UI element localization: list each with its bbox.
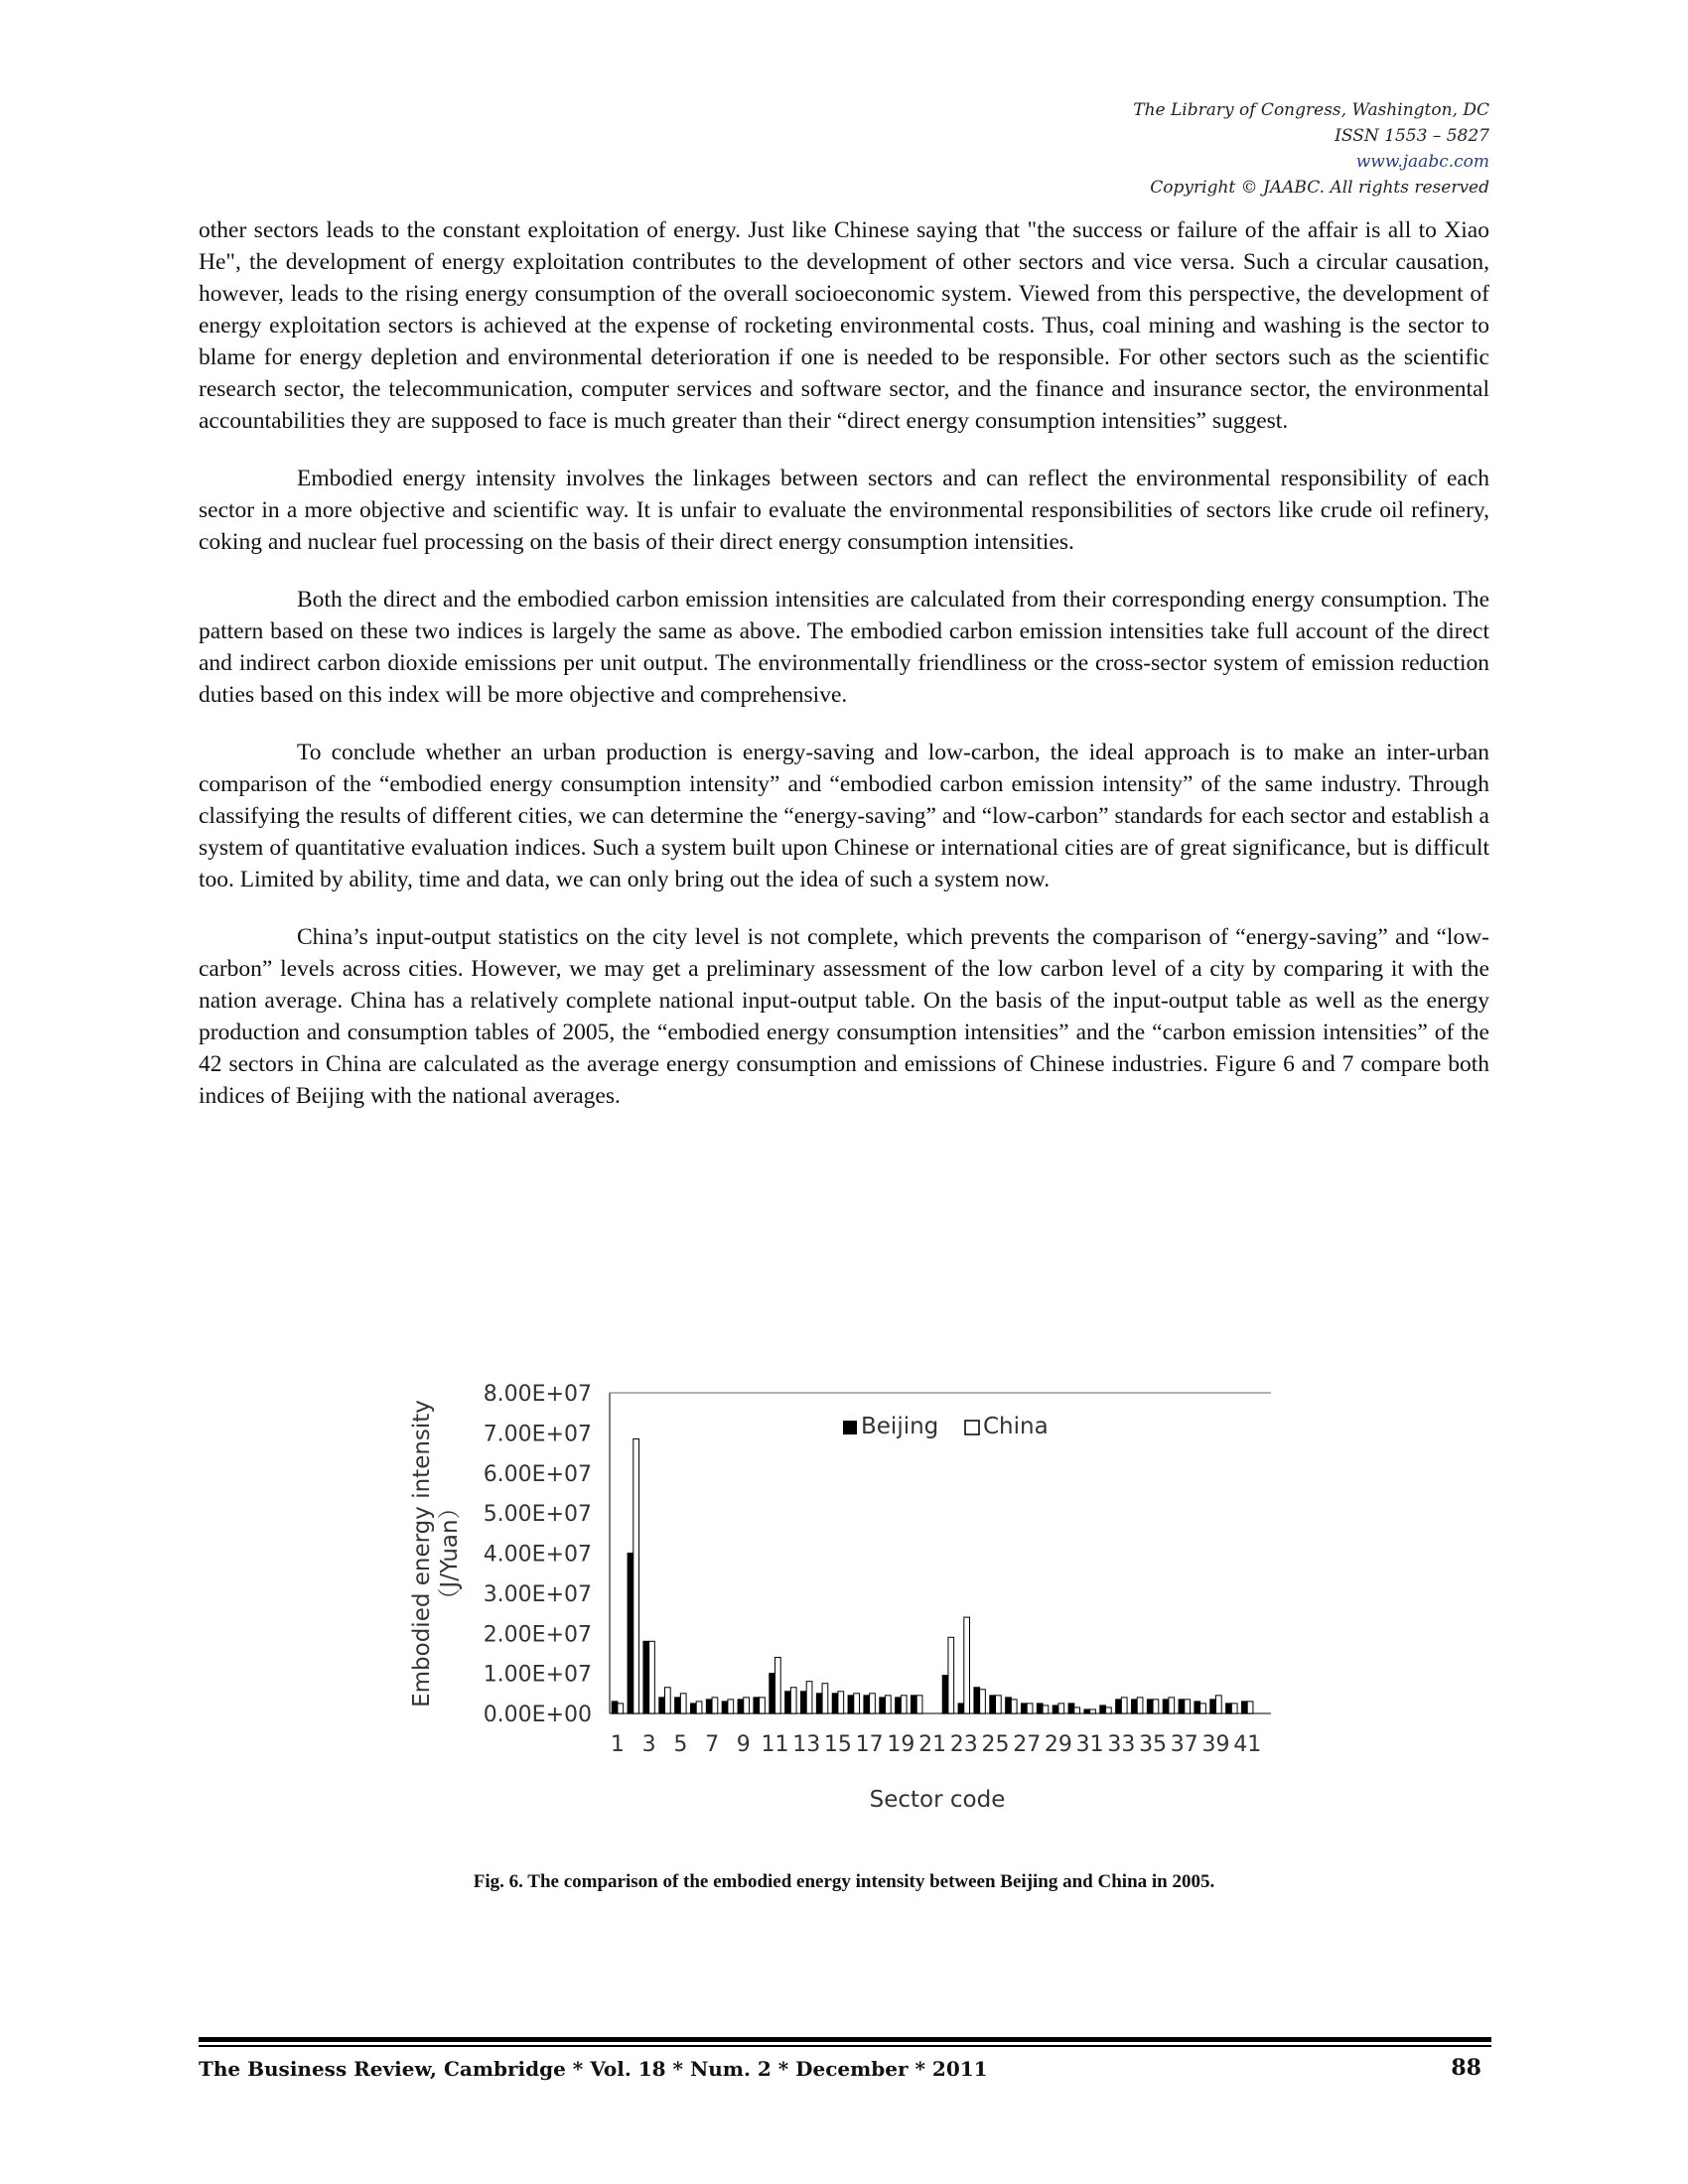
bar-beijing-19 (896, 1698, 902, 1713)
header-issn: ISSN 1553 – 5827 (1335, 126, 1489, 146)
bar-beijing-1 (612, 1702, 618, 1713)
legend-swatch-china (965, 1421, 979, 1434)
bar-beijing-2 (628, 1554, 633, 1714)
header-library: The Library of Congress, Washington, DC (1133, 100, 1489, 120)
bar-china-1 (618, 1704, 624, 1713)
bar-china-3 (649, 1641, 655, 1713)
bar-beijing-22 (942, 1676, 948, 1713)
bar-china-30 (1074, 1707, 1080, 1713)
x-tick-label: 1 (610, 1732, 625, 1757)
bar-china-26 (1011, 1700, 1017, 1713)
x-tick-label: 11 (761, 1732, 789, 1757)
bar-china-20 (916, 1696, 922, 1713)
x-tick-labels (611, 1732, 1261, 1757)
x-tick-label: 19 (887, 1732, 915, 1757)
y-tick-label: 0.00E+00 (483, 1703, 592, 1727)
x-tick-label: 9 (736, 1732, 751, 1757)
paragraph-4: To conclude whether an urban production is energy-saving and low-carbon, the ideal approach is to make an inter-urban comparison of the “embodied energy consumption intensity” and “embodied carbon emission intensity” of the same industry. Through classifying the results of different cities, we can determine the “energy-saving” and “low-carbon” standards for each sector and establish a system of quantitative evaluation indices. Such a system built upon Chinese or international cities are of great significance, but is difficult too. Limited by ability, time and data, we can only bring out the idea of such a system now. (199, 740, 1489, 892)
bar-china-38 (1200, 1704, 1206, 1713)
bar-beijing-34 (1132, 1700, 1138, 1713)
bar-china-18 (886, 1696, 892, 1713)
x-tick-label: 15 (823, 1732, 852, 1757)
bar-beijing-23 (958, 1704, 964, 1713)
bar-china-14 (822, 1684, 828, 1713)
bar-china-7 (712, 1698, 718, 1713)
bar-china-17 (870, 1694, 876, 1713)
bar-china-4 (665, 1688, 671, 1713)
bar-beijing-28 (1037, 1704, 1043, 1713)
bar-beijing-35 (1147, 1700, 1153, 1713)
x-tick-label: 3 (641, 1732, 656, 1757)
bar-china-27 (1027, 1704, 1033, 1713)
footer-page-number: 88 (1451, 2055, 1481, 2081)
bar-beijing-14 (816, 1694, 822, 1713)
footer-journal: The Business Review, Cambridge * Vol. 18 * Num. 2 * December * 2011 (199, 2057, 988, 2081)
bar-beijing-39 (1210, 1700, 1216, 1713)
bar-beijing-24 (974, 1688, 980, 1713)
bar-china-23 (964, 1617, 970, 1713)
x-tick-label: 35 (1139, 1732, 1168, 1757)
bar-china-36 (1169, 1698, 1175, 1713)
paragraph-2: Embodied energy intensity involves the linkages between sectors and can reflect the environmental responsibility of each sector in a more objective and scientific way. It is unfair to evaluate the environmental responsibilities of sectors like crude oil refinery, coking and nuclear fuel processing on the basis of their direct energy consumption intensities. (199, 466, 1489, 555)
x-tick-label: 27 (1013, 1732, 1042, 1757)
x-tick-label: 25 (981, 1732, 1010, 1757)
bar-beijing-11 (770, 1674, 775, 1713)
y-tick-label: 3.00E+07 (483, 1581, 592, 1607)
y-tick-label: 2.00E+07 (483, 1622, 592, 1648)
y-tick-label: 1.00E+07 (483, 1662, 592, 1688)
bar-beijing-8 (722, 1702, 728, 1713)
figure-caption: Fig. 6. The comparison of the embodied energy intensity between Beijing and China in 2005. (473, 1871, 1215, 1892)
bar-china-24 (980, 1690, 986, 1713)
bar-china-15 (838, 1692, 844, 1713)
y-tick-label: 5.00E+07 (483, 1502, 592, 1528)
bar-china-41 (1247, 1702, 1253, 1713)
bar-china-13 (806, 1682, 812, 1713)
bar-beijing-25 (990, 1696, 996, 1713)
bar-china-34 (1137, 1698, 1143, 1713)
page-header (1133, 97, 1489, 201)
y-tick-label: 7.00E+07 (483, 1422, 592, 1447)
bar-beijing-18 (880, 1698, 886, 1713)
bar-beijing-26 (1006, 1698, 1012, 1713)
x-tick-label: 5 (673, 1732, 688, 1757)
bar-china-9 (744, 1698, 750, 1713)
bar-beijing-33 (1116, 1700, 1122, 1713)
legend-swatch-beijing (843, 1421, 857, 1434)
figure-6-chart (397, 1370, 1291, 1837)
bar-beijing-20 (912, 1696, 917, 1713)
y-tick-label: 4.00E+07 (483, 1542, 592, 1568)
bar-china-37 (1185, 1700, 1191, 1713)
x-tick-label: 37 (1170, 1732, 1198, 1757)
bar-beijing-5 (675, 1698, 681, 1713)
bar-beijing-31 (1084, 1709, 1090, 1713)
bar-beijing-7 (706, 1700, 712, 1713)
bar-china-10 (760, 1698, 766, 1713)
bar-beijing-41 (1242, 1702, 1248, 1713)
bar-china-16 (854, 1694, 860, 1713)
x-tick-label: 7 (705, 1732, 720, 1757)
bar-beijing-38 (1195, 1702, 1200, 1713)
x-tick-label: 31 (1075, 1732, 1104, 1757)
bar-china-25 (996, 1696, 1002, 1713)
legend (843, 1414, 1049, 1439)
bar-beijing-4 (659, 1698, 665, 1713)
bar-beijing-17 (864, 1696, 870, 1713)
bar-beijing-32 (1100, 1706, 1106, 1713)
footer-rule-thin (199, 2045, 1491, 2047)
bar-beijing-36 (1163, 1700, 1169, 1713)
bar-beijing-9 (738, 1700, 744, 1713)
bar-china-39 (1216, 1696, 1222, 1713)
bar-china-2 (633, 1438, 639, 1713)
bar-china-8 (728, 1700, 734, 1713)
paragraph-3: Both the direct and the embodied carbon emission intensities are calculated from their corresponding energy consumption. The pattern based on these two indices is largely the same as above. The embodied carbon emission intensities take full account of the direct and indirect carbon dioxide emissions per unit output. The environmentally friendliness or the cross-sector system of emission reduction duties based on this index will be more objective and comprehensive. (199, 587, 1489, 708)
paragraph-1: other sectors leads to the constant exploitation of energy. Just like Chinese saying that "the success or failure of the affair is all to Xiao He", the development of energy exploitation contributes to the development of other sectors and vice versa. Such a circular causation, however, leads to the rising energy consumption of the overall socioeconomic system. Viewed from this perspective, the development of energy exploitation sectors is achieved at the expense of rocketing environmental costs. Thus, coal mining and washing is the sector to blame for energy depletion and environmental deterioration if one is needed to be responsible. For other sectors such as the scientific research sector, the telecommunication, computer services and software sector, and the finance and insurance sector, the environmental accountabilities they are supposed to face is much greater than their “direct energy consumption intensities” suggest. (199, 217, 1489, 434)
x-tick-label: 29 (1044, 1732, 1072, 1757)
bar-china-28 (1043, 1706, 1049, 1713)
bar-beijing-16 (848, 1696, 854, 1713)
y-tick-label: 6.00E+07 (483, 1461, 592, 1487)
x-tick-label: 21 (918, 1732, 947, 1757)
bar-beijing-13 (801, 1692, 807, 1713)
footer-rule-thick (199, 2037, 1491, 2042)
bar-china-6 (696, 1702, 702, 1713)
header-website-link[interactable]: www.jaabc.com (1355, 152, 1489, 172)
legend-label-beijing: Beijing (861, 1414, 939, 1439)
bar-china-19 (901, 1696, 907, 1713)
bar-china-33 (1121, 1698, 1127, 1713)
bar-china-35 (1153, 1700, 1159, 1713)
bar-chart (397, 1370, 1291, 1837)
bar-china-31 (1090, 1709, 1096, 1713)
x-tick-label: 17 (855, 1732, 884, 1757)
x-tick-label: 41 (1233, 1732, 1262, 1757)
bar-beijing-10 (754, 1698, 760, 1713)
body-text (199, 214, 1489, 1138)
bar-beijing-37 (1179, 1700, 1185, 1713)
y-axis-label-line1: Embodied energy intensity (409, 1400, 435, 1707)
bar-beijing-6 (691, 1704, 697, 1713)
x-tick-label: 23 (949, 1732, 978, 1757)
paragraph-5: China’s input-output statistics on the city level is not complete, which prevents the comparison of “energy-saving” and “low-carbon” levels across cities. However, we may get a preliminary assessment of the low carbon level of a city by comparing it with the nation average. China has a relatively complete national input-output table. On the basis of the input-output table as well as the energy production and consumption tables of 2005, the “embodied energy consumption intensities” and the “carbon emission intensities” of the 42 sectors in China are calculated as the average energy consumption and emissions of Chinese industries. Figure 6 and 7 compare both indices of Beijing with the national averages. (199, 924, 1489, 1109)
bar-beijing-15 (832, 1694, 838, 1713)
bar-china-5 (680, 1694, 686, 1713)
x-axis-label: Sector code (869, 1787, 1006, 1813)
bar-china-29 (1058, 1704, 1064, 1713)
x-tick-label: 33 (1107, 1732, 1136, 1757)
bar-china-12 (790, 1688, 796, 1713)
header-copyright: Copyright © JAABC. All rights reserved (1150, 178, 1489, 198)
bar-beijing-3 (643, 1641, 649, 1713)
bar-china-22 (948, 1637, 954, 1713)
bar-beijing-30 (1068, 1704, 1074, 1713)
bars (612, 1438, 1253, 1713)
x-tick-label: 39 (1201, 1732, 1230, 1757)
bar-beijing-12 (785, 1692, 791, 1713)
legend-label-china: China (983, 1414, 1049, 1439)
bar-beijing-40 (1226, 1704, 1232, 1713)
y-tick-labels (484, 1382, 592, 1727)
bar-beijing-27 (1022, 1704, 1028, 1713)
bar-beijing-29 (1053, 1706, 1058, 1713)
bar-china-40 (1231, 1704, 1237, 1713)
x-tick-label: 13 (792, 1732, 821, 1757)
bar-china-32 (1106, 1707, 1112, 1713)
y-axis-label-line2: （J/Yuan） (437, 1496, 463, 1611)
y-tick-label: 8.00E+07 (483, 1382, 592, 1407)
bar-china-11 (775, 1657, 781, 1713)
